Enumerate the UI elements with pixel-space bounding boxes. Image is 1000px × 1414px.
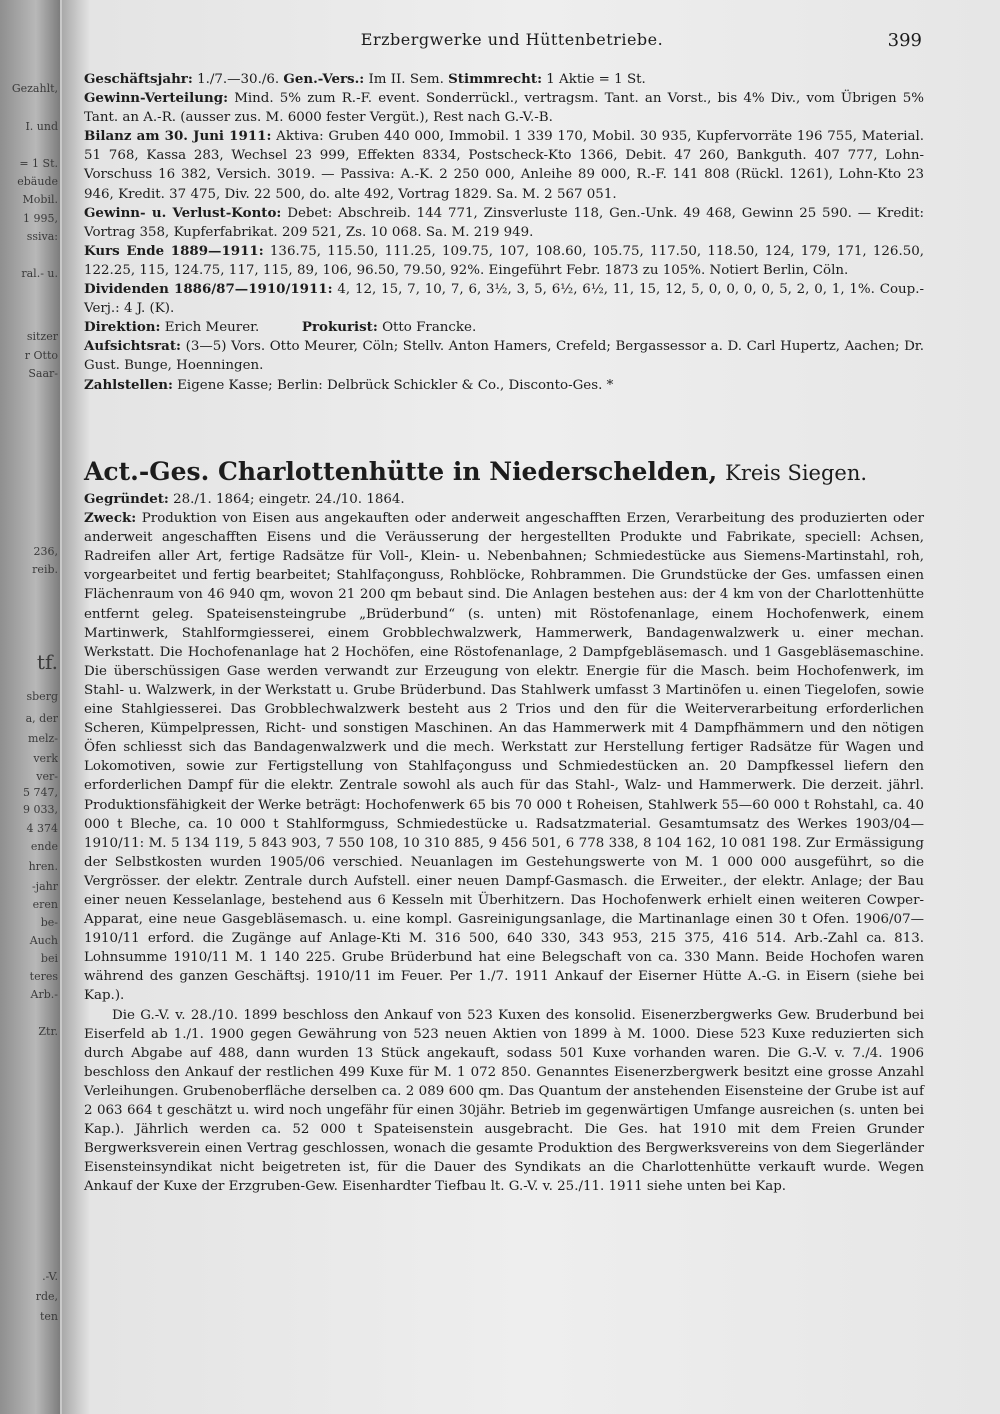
margin-fragment: be-: [40, 916, 58, 929]
margin-fragment: r Otto: [24, 349, 58, 362]
margin-fragment: ebäude: [17, 175, 58, 188]
entry-line-zahlstellen: [84, 376, 924, 395]
field-label: Aufsichtsrat:: [84, 338, 181, 355]
entry-line-dividenden: [84, 280, 924, 318]
company-entry: [84, 490, 924, 1196]
field-label: Prokurist:: [301, 319, 378, 336]
field-label: Zahlstellen:: [84, 376, 173, 393]
margin-fragment: ten: [39, 1310, 58, 1323]
margin-fragment: = 1 St.: [19, 157, 58, 170]
margin-fragment: melz-: [28, 732, 58, 745]
field-label: Geschäftsjahr:: [84, 71, 193, 87]
margin-fragment: a, der: [25, 712, 58, 725]
field-value: Im II. Sem.: [368, 72, 444, 87]
field-label: Stimmrecht:: [448, 71, 543, 87]
margin-fragment: rde,: [35, 1290, 58, 1303]
field-value: Debet: Abschreib. 144 771, Zinsverluste 118, Gen.-Unk. 49 468, Gewinn 25 590. — Kredit: Vortrag 358, Kupferfabrikat. 209 521, Zs. 10 068. Sa. M. 219 949.: [84, 205, 924, 240]
margin-fragment: 5 747,: [23, 786, 58, 799]
margin-fragment: Ztr.: [38, 1025, 58, 1038]
field-label: Kurs Ende 1889—1911:: [84, 242, 264, 259]
margin-fragment: .-V.: [42, 1270, 58, 1283]
field-value: 136.75, 115.50, 111.25, 109.75, 107, 108.60, 105.75, 117.50, 118.50, 124, 179, 171, 126.50, 122.25, 115, 124.75, 117, 115, 89, 106, 96.50, 79.50, 92%. Eingeführt Febr. 1873 zu 105%. Notiert Berlin, Cöln.: [84, 243, 924, 278]
margin-fragment: ende: [30, 840, 58, 853]
running-header: [62, 30, 962, 54]
margin-fragment: Gezahlt,: [11, 82, 58, 95]
margin-fragment: -jahr: [31, 880, 58, 893]
entry-line-geschaeftsjahr: [84, 70, 924, 89]
field-value: 1./7.—30./6.: [197, 72, 280, 87]
company-heading: [84, 452, 924, 492]
margin-fragment: 236,: [33, 545, 58, 558]
margin-fragment: bei: [40, 952, 58, 965]
field-value: (3—5) Vors. Otto Meurer, Cöln; Stellv. Anton Hamers, Crefeld; Bergassessor a. D. Carl Hupertz, Aachen; Dr. Gust. Bunge, Hoenningen.: [84, 339, 924, 374]
binding-gutter: [0, 0, 60, 1414]
entry-line-kurs: [84, 242, 924, 280]
margin-fragment: sitzer: [26, 330, 58, 343]
header-title: Erzbergwerke und Hüttenbetriebe.: [360, 30, 664, 49]
entry-line-gegruendet: [84, 490, 924, 509]
field-label: Bilanz am 30. Juni 1911:: [84, 128, 272, 145]
margin-fragment: ral.- u.: [21, 267, 58, 280]
field-label: Gewinn-Verteilung:: [84, 90, 229, 107]
company-location: Kreis Siegen.: [725, 461, 868, 485]
entry-line-zweck: [84, 509, 924, 1005]
field-value: 4, 12, 15, 7, 10, 7, 6, 3½, 3, 5, 6½, 6½, 11, 15, 12, 5, 0, 0, 0, 0, 5, 2, 0, 1, 1%. Coup.-Verj.: 4 J. (K).: [84, 282, 924, 317]
field-value: Produktion von Eisen aus angekauften oder anderweit angeschafften Erzen, Verarbeitung des produzierten oder anderweit angeschafften Eisens und die Veräusserung der hergestellten Produkte und Fabrikate, speciell: Achsen, Radreifen aller Art, fertige Radsätze für Voll-, Klein- u. Nebenbahnen; Schmiedestücke aus Siemens-Martinstahl, roh, vorgearbeitet und fertig bearbeitet; Stahlfaçonguss, Rohblöcke, Rohbrammen. Die Grundstücke der Ges. umfassen einen Flächenraum von 46 940 qm, wovon 21 200 qm bebaut sind. Die Anlagen bestehen aus: der 4 km von der Charlottenhütte entfernt geleg. Spateisensteingrube „Brüderbund“ (s. unten) mit Röstofenanlage, einem Hochofenwerk, einem Martinwerk, Stahlformgiesserei, einem Grobblechwalzwerk, Hammerwerk, Bandagenwalzwerk u. einer mechan. Werkstatt. Die Hochofenanlage hat 2 Hochöfen, eine Röstofenanlage, 2 Dampfgebläsemasch. und 1 Gasgebläsemaschine. Die überschüssigen Gase werden verwandt zur Erzeugung von elektr. Energie für die Masch. beim Hochofenwerk, im Stahl- u. Walzwerk, in der Werkstatt u. Grube Brüderbund. Das Stahlwerk umfasst 3 Martinöfen u. einen Tiegelofen, sowie eine Stahlgiesserei. Das Grobblechwalzwerk besteht aus 2 Trios und den für die Weiterverarbeitung erforderlichen Scheren, Kümpelpressen, Richt- und sonstigen Maschinen. An das Hammerwerk mit 4 Dampfhämmern und den nötigen Öfen schliesst sich das Bandagenwalzwerk und die mech. Werkstatt zur Herstellung fertiger Radsätze für Wagen und Lokomotiven, sowie zur Fertigstellung von Stahlfaçonguss und Schmiedestücken an. 20 Dampfkessel liefern den erforderlichen Dampf für die elektr. Zentrale sowohl als auch für das Stahl-, Walz- und Hammerwerk. Die derzeit. jährl. Produktionsfähigkeit der Werke beträgt: Hochofenwerk 65 bis 70 000 t Roheisen, Stahlwerk 55—60 000 t Rohstahl, ca. 40 000 t Bleche, ca. 10 000 t Stahlformguss, Schmiedestücke u. Radsatzmaterial. Gesamtumsatz des Werkes 1903/04—1910/11: M. 5 134 119, 5 843 903, 7 550 108, 10 310 885, 9 456 501, 6 778 338, 8 104 162, 10 081 198. Zur Ermässigung der Selbstkosten wurden 1905/06 verschied. Neuanlagen im Gestehungswerte von M. 1 000 000 ausgeführt, so die Vergrösser. der elektr. Zentrale durch Aufstell. einer neuen Dampf-Gasmasch. die Erweiter., der elektr. Anlage; der Bau einer neuen Kesselanlage, bestehend aus 6 Kesseln mit Überhitzern. Das Hochofenwerk erhielt einen weiteren Cowper-Apparat, eine neue Gasgebläsemasch. u. eine kompl. Gasreinigungsanlage, die Martinanlage einen 30 t Ofen. 1906/07—1910/11 erford. die Zugänge auf Anlage-Kti M. 316 500, 640 330, 343 953, 215 375, 416 514. Arb.-Zahl ca. 813. Lohnsumme 1910/11 M. 1 140 225. Grube Brüderbund hat eine Belegschaft von ca. 330 Mann. Beide Hochofen waren während des ganzen Geschäftsj. 1910/11 im Feuer. Per 1./7. 1911 Ankauf der Eiserner Hütte A.-G. in Eisern (siehe bei Kap.).: [84, 511, 924, 1004]
margin-fragment: 9 033,: [23, 803, 58, 816]
field-value: Aktiva: Gruben 440 000, Immobil. 1 339 170, Mobil. 30 935, Kupfervorräte 196 755, Material. 51 768, Kassa 283, Wechsel 23 999, Effekten 8334, Postscheck-Kto 1366, Debit. 47 260, Bankguth. 407 777, Lohn-Vorschuss 16 382, Versich. 3019. — Passiva: A.-K. 2 250 000, Anleihe 89 000, R.-F. 141 808 (Rückl. 1261), Lohn-Kto 23 946, Kredit. 37 475, Div. 22 500, do. alte 492, Vortrag 1829. Sa. M. 2 567 051.: [84, 129, 925, 202]
margin-fragment: hren.: [28, 860, 58, 873]
margin-fragment: ver-: [36, 770, 58, 783]
margin-fragment: 4 374: [26, 822, 58, 835]
margin-fragment: verk: [33, 752, 58, 765]
field-value: Otto Francke.: [382, 320, 477, 336]
field-label: Gegründet:: [84, 491, 169, 507]
entry-line-guv: [84, 204, 924, 242]
margin-fragment: sberg: [26, 690, 58, 703]
margin-fragment: Saar-: [28, 367, 58, 380]
field-label: Direktion:: [84, 319, 161, 336]
entry-line-direktion: [84, 318, 924, 337]
previous-entry: [84, 70, 924, 395]
margin-fragment: eren: [32, 898, 58, 911]
book-page: [62, 0, 1000, 1414]
margin-fragment: reib.: [32, 563, 58, 576]
field-value: Eigene Kasse; Berlin: Delbrück Schickler & Co., Disconto-Ges. *: [177, 377, 614, 393]
field-value: 1 Aktie = 1 St.: [546, 72, 646, 87]
entry-line-bilanz: [84, 127, 924, 203]
field-label: Zweck:: [84, 510, 137, 527]
margin-fragment: Mobil.: [22, 193, 58, 206]
page-number: 399: [887, 30, 922, 51]
margin-fragment: tf.: [36, 650, 58, 674]
margin-fragment: ssiva:: [26, 230, 58, 243]
company-name: Act.-Ges. Charlottenhütte in Niederschelden,: [84, 457, 718, 486]
margin-fragment: Arb.-: [30, 988, 58, 1001]
field-value: Erich Meurer.: [164, 320, 260, 336]
margin-fragment: Auch: [29, 934, 58, 947]
field-label: Gen.-Vers.:: [283, 71, 365, 87]
margin-fragment: teres: [29, 970, 58, 983]
field-label: Gewinn- u. Verlust-Konto:: [84, 204, 282, 221]
margin-fragment: 1 995,: [23, 212, 58, 225]
entry-line-generalversammlung: Die G.-V. v. 28./10. 1899 beschloss den Ankauf von 523 Kuxen des konsolid. Eisenerzbergwerks Gew. Bruderbund bei Eiserfeld ab 1./1. 1900 gegen Gewährung von 523 neuen Aktien von 1899 à M. 1000. Diese 523 Kuxe reduzierten sich durch Abgabe auf 488, dann wurden 13 Stück angekauft, sodass 501 Kuxe vorhanden waren. Die G.-V. v. 7./4. 1906 beschloss den Ankauf der restlichen 499 Kuxe für M. 1 072 850. Genanntes Eisenerzbergwerk besitzt eine grosse Anzahl Verleihungen. Grubenoberfläche derselben ca. 2 089 600 qm. Das Quantum der anstehenden Eisensteine der Grube ist auf 2 063 664 t geschätzt u. wird noch ungefähr für einen 30jähr. Betrieb im gegenwärtigen Umfange ausreichen (s. unten bei Kap.). Jährlich werden ca. 52 000 t Spateisenstein ausgebracht. Die Ges. hat 1910 mit dem Freien Grunder Bergwerksverein einen Vertrag geschlossen, wonach die gesamte Produktion des Bergwerksvereins von dem Siegerländer Eisensteinsyndikat nicht beigetreten ist, für die Dauer des Syndikats an die Charlottenhütte verkauft wurde. Wegen Ankauf der Kuxe der Erzgruben-Gew. Eisenhardter Tiefbau lt. G.-V. v. 25./11. 1911 siehe unten bei Kap.: [84, 1007, 924, 1195]
field-label: Dividenden 1886/87—1910/1911:: [84, 281, 333, 298]
field-value: Mind. 5% zum R.-F. event. Sonderrückl., vertragsm. Tant. an Vorst., bis 4% Div., vom Übrigen 5% Tant. an A.-R. (ausser zus. M. 6000 fester Vergüt.), Rest nach G.-V.-B.: [84, 91, 924, 126]
margin-fragment: I. und: [25, 120, 58, 133]
entry-line-aufsichtsrat: [84, 337, 924, 375]
entry-line-gewinnverteilung: [84, 89, 924, 127]
field-value: 28./1. 1864; eingetr. 24./10. 1864.: [173, 492, 405, 507]
